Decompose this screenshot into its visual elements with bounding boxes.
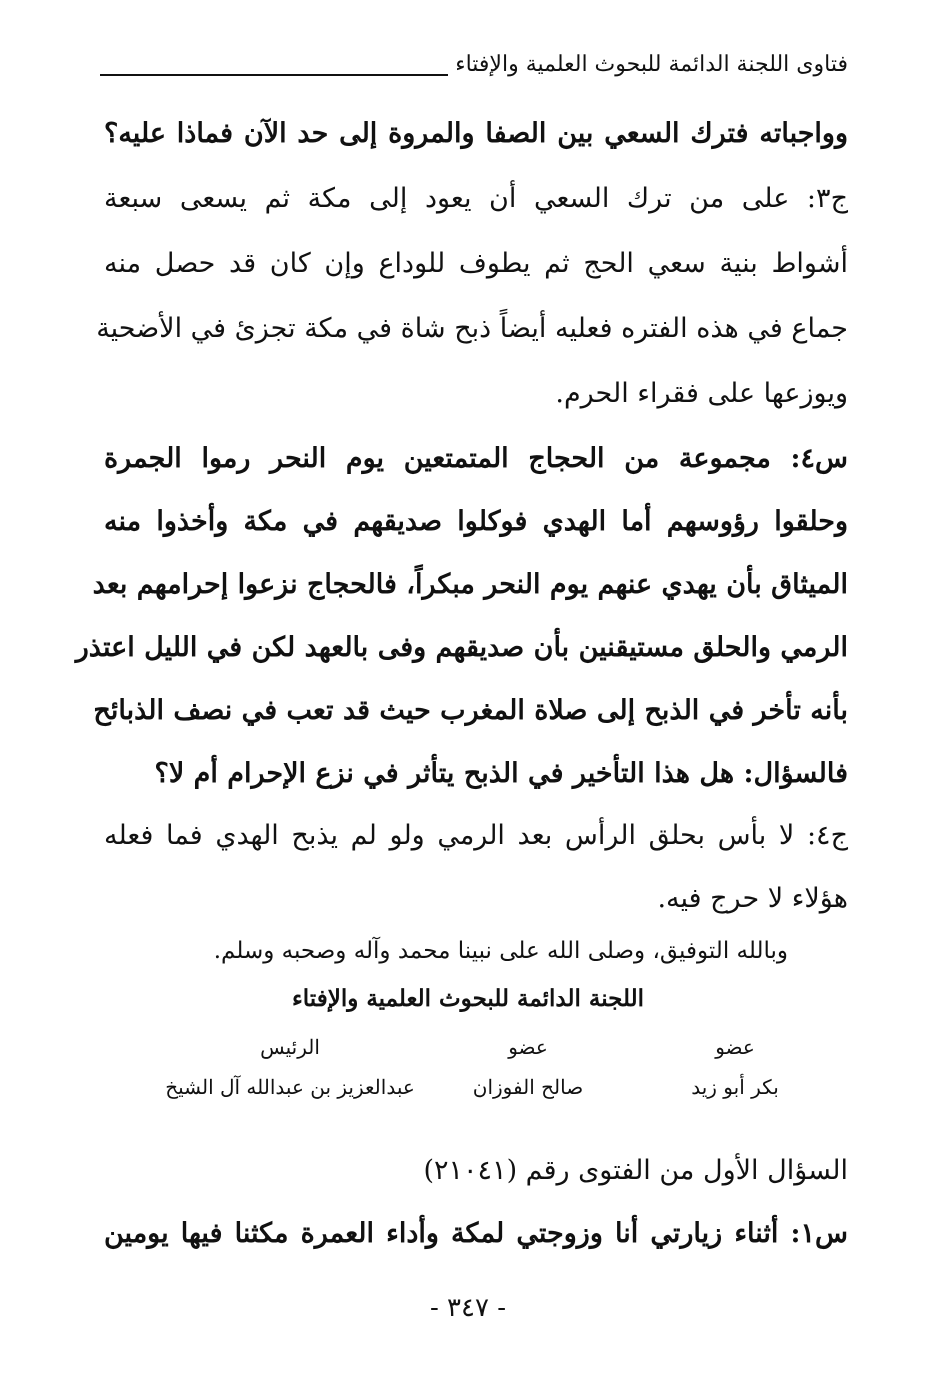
- next-question-line: س١: أثناء زيارتي أنا وزوجتي لمكة وأداء العمرة مكثنا فيها يومين: [104, 1218, 848, 1249]
- answer-4-line-2: هؤلاء لا حرج فيه.: [657, 883, 848, 914]
- question-4-line-5: بأنه تأخر في الذبح إلى صلاة المغرب حيث قد تعب في نصف الذبائح: [93, 695, 848, 726]
- page-number: - ٣٤٧ -: [429, 1293, 507, 1323]
- answer-3-line-2: أشواط بنية سعي الحج ثم يطوف للوداع وإن كان قد حصل منه: [104, 248, 848, 279]
- signature-name-member-2: بكر أبو زيد: [691, 1075, 779, 1099]
- question-4-line-6: فالسؤال: هل هذا التأخير في الذبح يتأثر في نزع الإحرام أم لا؟: [154, 758, 848, 789]
- header-title: فتاوى اللجنة الدائمة للبحوث العلمية والإفتاء: [455, 52, 848, 77]
- header-rule: [100, 74, 448, 76]
- next-fatwa-heading: السؤال الأول من الفتوى رقم (٢١٠٤١): [423, 1155, 848, 1186]
- answer-4-line-1: ج٤: لا بأس بحلق الرأس بعد الرمي ولو لم يذبح الهدي فما فعله: [104, 820, 848, 851]
- question-4-line-1: س٤: مجموعة من الحجاج المتمتعين يوم النحر رموا الجمرة: [104, 443, 848, 474]
- signature-role-member-1: عضو: [508, 1035, 548, 1059]
- question-4-line-2: وحلقوا رؤوسهم أما الهدي فوكلوا صديقهم في مكة وأخذوا منه: [104, 506, 848, 537]
- question-4-line-4: الرمي والحلق مستيقنين بأن صديقهم وفى بالعهد لكن في الليل اعتذر: [75, 632, 848, 663]
- signature-role-member-2: عضو: [715, 1035, 755, 1059]
- answer-3-line-4: ويوزعها على فقراء الحرم.: [555, 378, 848, 409]
- answer-3-line-3: جماع في هذه الفتره فعليه أيضاً ذبح شاة في مكة تجزئ في الأضحية: [96, 313, 848, 344]
- running-header: [100, 52, 848, 92]
- closing-line: وبالله التوفيق، وصلى الله على نبينا محمد وآله وصحبه وسلم.: [213, 938, 788, 964]
- signature-name-president: عبدالعزيز بن عبدالله آل الشيخ: [165, 1075, 415, 1099]
- question-4-line-3: الميثاق بأن يهدي عنهم يوم النحر مبكراً، فالحجاج نزعوا إحرامهم بعد: [92, 569, 848, 600]
- signature-role-president: الرئيس: [260, 1035, 320, 1059]
- signature-name-member-1: صالح الفوزان: [472, 1075, 584, 1099]
- question-continuation-line: وواجباته فترك السعي بين الصفا والمروة إلى حد الآن فماذا عليه؟: [104, 118, 848, 149]
- committee-name: اللجنة الدائمة للبحوث العلمية والإفتاء: [291, 985, 645, 1012]
- answer-3-line-1: ج٣: على من ترك السعي أن يعود إلى مكة ثم يسعى سبعة: [104, 183, 848, 214]
